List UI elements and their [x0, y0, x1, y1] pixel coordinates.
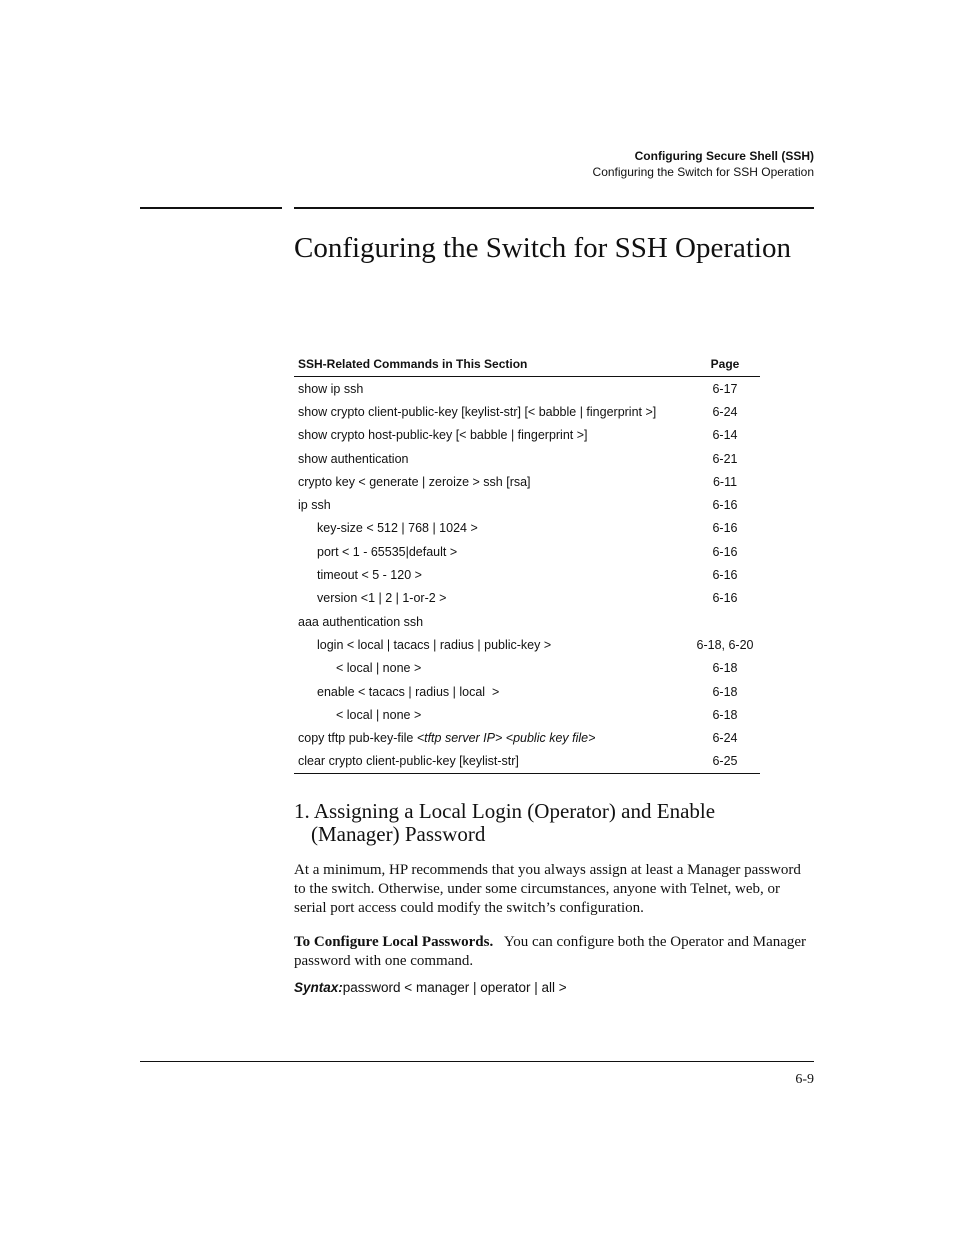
table-row	[294, 424, 760, 447]
command-text: login < local | tacacs | radius | public-key >	[317, 637, 552, 652]
command-text: < local | none >	[336, 661, 422, 676]
table-row	[294, 400, 760, 423]
config-run-in-heading: To Configure Local Passwords.	[294, 934, 494, 950]
running-head-chapter: Configuring Secure Shell (SSH)	[634, 149, 814, 163]
table-header-page: Page	[710, 357, 740, 371]
command-text: enable < tacacs | radius | local >	[317, 684, 500, 699]
page-ref: 6-16	[712, 591, 738, 606]
page-ref: 6-21	[712, 451, 738, 466]
command-text: show ip ssh	[298, 381, 364, 396]
table-row	[294, 540, 760, 563]
header-rule-right	[294, 207, 814, 209]
section-heading-line2: (Manager) Password	[311, 822, 486, 846]
table-row	[294, 563, 760, 586]
command-arg-tftp-server: <tftp server IP>	[416, 731, 503, 746]
page-ref: 6-24	[712, 731, 738, 746]
page-ref: 6-16	[712, 544, 738, 559]
command-text: show authentication	[298, 451, 409, 466]
table-row	[294, 517, 760, 540]
table-row	[294, 633, 760, 656]
table-row	[294, 447, 760, 470]
syntax-label: Syntax:	[294, 980, 343, 995]
table-row	[294, 750, 760, 773]
page-ref: 6-18, 6-20	[696, 637, 754, 652]
table-bottom-rule	[294, 773, 760, 774]
table-row	[294, 703, 760, 726]
table-row	[294, 470, 760, 493]
page-title: Configuring the Switch for SSH Operation	[294, 232, 791, 264]
table-row	[294, 377, 760, 400]
intro-paragraph: At a minimum, HP recommends that you always assign at least a Manager password to the switch. Otherwise, under some circumstances, anyone with Telnet, web, or serial port access could modify the switch’s configuration.	[294, 862, 801, 916]
command-text: aaa authentication ssh	[298, 614, 424, 629]
command-text: crypto key < generate | zeroize > ssh [rsa]	[298, 474, 531, 489]
command-text: show crypto client-public-key [keylist-str] [< babble | fingerprint >]	[298, 404, 657, 419]
running-head-section: Configuring the Switch for SSH Operation	[592, 165, 814, 179]
command-text: clear crypto client-public-key [keylist-str]	[298, 754, 519, 769]
config-paragraph	[294, 933, 816, 971]
page-ref: 6-16	[712, 521, 738, 536]
page-ref: 6-16	[712, 568, 738, 583]
table-header	[294, 353, 760, 377]
page-number: 6-9	[795, 1072, 814, 1087]
page-ref: 6-16	[712, 498, 738, 513]
section-heading-line1: 1. Assigning a Local Login (Operator) and Enable	[294, 799, 716, 823]
command-text: show crypto host-public-key [< babble | fingerprint >]	[298, 428, 588, 443]
table-row	[294, 680, 760, 703]
command-arg-key-file: <public key file>	[505, 731, 596, 746]
page-ref: 6-24	[712, 404, 738, 419]
footer-rule	[140, 1061, 814, 1062]
page-ref: 6-11	[712, 474, 738, 489]
page-ref: 6-18	[712, 707, 738, 722]
page-ref: 6-14	[712, 428, 738, 443]
page-ref: 6-18	[712, 661, 738, 676]
syntax-text: password < manager | operator | all >	[342, 980, 567, 995]
running-head	[593, 148, 814, 180]
table-row	[294, 587, 760, 610]
command-text: < local | none >	[336, 707, 422, 722]
config-text: You can configure both the Operator and Manager password with one command.	[294, 934, 807, 969]
command-text: version <1 | 2 | 1-or-2 >	[317, 591, 447, 606]
page-ref: 6-18	[712, 684, 738, 699]
table-row	[294, 726, 760, 749]
syntax-line	[294, 980, 567, 995]
commands-table	[294, 353, 760, 774]
command-text: port < 1 - 65535|default >	[317, 544, 458, 559]
command-text: key-size < 512 | 768 | 1024 >	[317, 521, 478, 536]
command-text	[298, 731, 595, 745]
table-row	[294, 657, 760, 680]
table-row	[294, 610, 760, 633]
table-row	[294, 493, 760, 516]
header-rule-left	[140, 207, 282, 209]
command-prefix: copy tftp pub-key-file	[298, 731, 417, 746]
table-header-commands: SSH-Related Commands in This Section	[298, 357, 528, 371]
command-text: ip ssh	[298, 498, 331, 513]
section-heading	[294, 800, 814, 846]
page-ref: 6-17	[712, 381, 738, 396]
page-ref: 6-25	[712, 754, 738, 769]
command-text: timeout < 5 - 120 >	[317, 568, 422, 583]
